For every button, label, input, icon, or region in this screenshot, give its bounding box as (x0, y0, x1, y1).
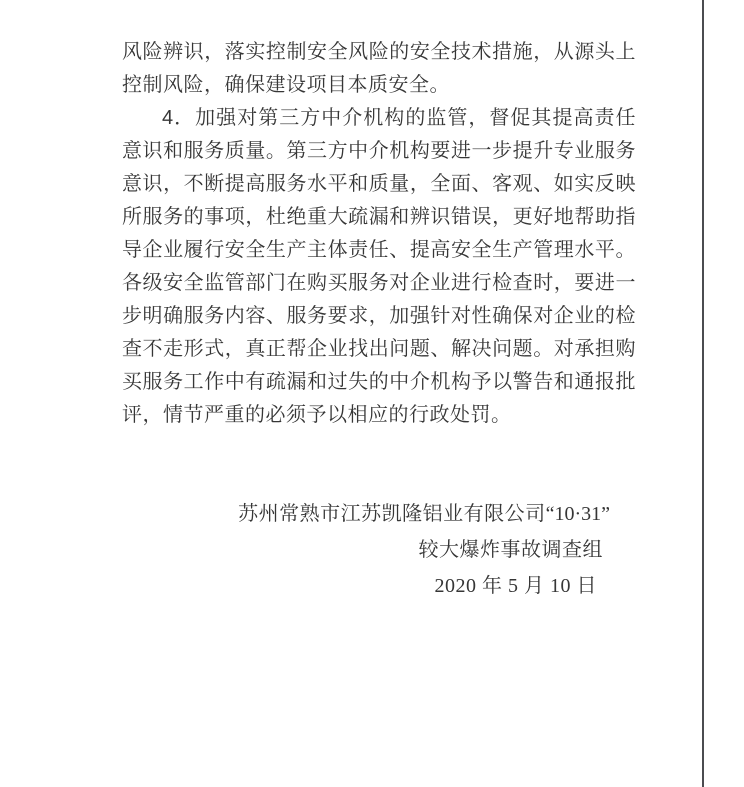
signature-team-line: 较大爆炸事故调查组 (418, 539, 603, 561)
page-edge-divider (702, 0, 704, 787)
paragraph-item-4: 4．加强对第三方中介机构的监管，督促其提高责任意识和服务质量。第三方中介机构要进一步提升专业服务意识，不断提高服务水平和质量，全面、客观、如实反映所服务的事项，杜绝重大疏漏和辨识错误，更好地帮助指导企业履行安全生产主体责任、提高安全生产管理水平。各级安全监管部门在购买服务对企业进行检查时，要进一步明确服务内容、服务要求，加强针对性确保对企业的检查不走形式，真正帮企业找出问题、解决问题。对承担购买服务工作中有疏漏和过失的中介机构予以警告和通报批评，情节严重的必须予以相应的行政处罚。 (122, 107, 636, 426)
document-body (122, 36, 636, 432)
signature-company-name: 苏州常熟市江苏凯隆铝业有限公司 (238, 503, 546, 525)
signature-block (122, 496, 610, 604)
paragraph-continuation: 风险辨识，落实控制安全风险的安全技术措施，从源头上控制风险，确保建设项目本质安全。 (122, 41, 636, 96)
signature-date-line: 2020 年 5 月 10 日 (434, 575, 597, 597)
signature-incident-code: “10·31” (545, 503, 610, 525)
signature-company-line (122, 496, 610, 532)
